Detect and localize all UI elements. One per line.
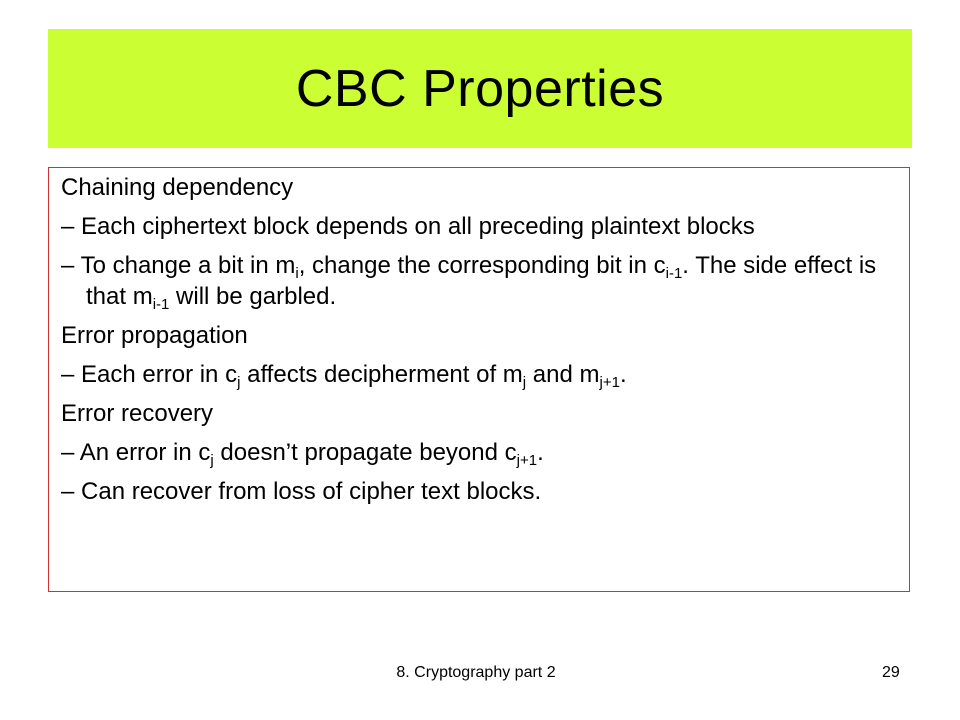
page-number: 29 — [882, 664, 900, 681]
bullet-error-not-propagate — [61, 437, 897, 468]
subscript: i-1 — [152, 296, 170, 313]
text-fragment: . — [537, 439, 544, 466]
text-fragment: – An error in c — [61, 439, 211, 466]
content-box — [48, 167, 910, 592]
slide-title: CBC Properties — [295, 59, 665, 118]
subscript: j — [522, 374, 527, 391]
text-fragment: . The side effect is that m — [86, 252, 877, 310]
title-bar — [48, 29, 912, 148]
text-fragment: will be garbled. — [169, 283, 337, 310]
footer-text: 8. Cryptography part 2 — [396, 664, 556, 681]
subscript: j — [210, 452, 214, 469]
heading-error-recovery: Error recovery — [61, 400, 214, 427]
bullet-error-affects — [61, 359, 897, 390]
heading-chaining-dependency: Chaining dependency — [61, 174, 294, 201]
text-fragment: . — [619, 361, 627, 388]
subscript: j+1 — [516, 452, 538, 469]
text-fragment: and m — [526, 361, 600, 388]
text-fragment: – Each error in c — [61, 361, 238, 388]
bullet-recover-loss: – Can recover from loss of cipher text blocks. — [61, 478, 542, 505]
bullet-change-bit — [61, 250, 897, 312]
subscript: j — [237, 374, 241, 391]
subscript: i — [295, 265, 299, 282]
text-fragment: affects decipherment of m — [240, 361, 523, 388]
text-fragment: , change the corresponding bit in c — [298, 252, 666, 279]
text-fragment: – To change a bit in m — [61, 252, 296, 279]
text-fragment: doesn’t propagate beyond c — [213, 439, 517, 466]
bullet-ciphertext-depends: – Each ciphertext block depends on all preceding plaintext blocks — [61, 213, 755, 240]
heading-error-propagation: Error propagation — [61, 322, 248, 349]
subscript: i-1 — [665, 265, 683, 282]
subscript: j+1 — [599, 374, 620, 391]
